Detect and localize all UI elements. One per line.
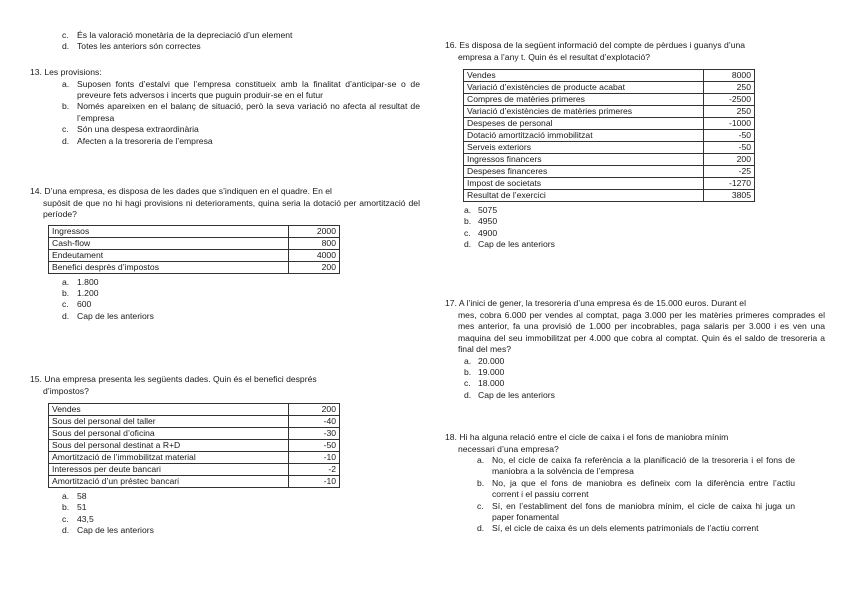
option-b: b. Només apareixen en el balanç de situació, però la seva variació no afecta al resultat de l’empresa — [62, 101, 420, 123]
option-d: d. Cap de les anteriors — [62, 310, 154, 321]
table-row: Despeses financeres -25 — [464, 166, 755, 178]
question-13-stem: 13. Les provisions: — [30, 67, 102, 77]
option-a: a. 20.000 — [464, 355, 505, 366]
table-row: Variació d’existències de matèries primeres 250 — [464, 106, 755, 118]
option-c: c. 4900 — [464, 227, 498, 238]
option-a: a. Suposen fonts d’estalvi que l’empresa constitueix amb la finalitat d’anticipar-se o de preveure fets adversos i incerts que puguin produir-se en el futur — [62, 78, 420, 100]
table-row: Ingressos financers 200 — [464, 154, 755, 166]
table-row: Vendes 8000 — [464, 70, 755, 82]
question-15 — [30, 374, 420, 537]
option-c: c. 18.000 — [464, 378, 505, 389]
question-16 — [445, 40, 825, 251]
option-d: d. Totes les anteriors són correctes — [62, 41, 201, 52]
question-18 — [445, 432, 825, 535]
question-17 — [445, 298, 825, 401]
table-row: Ingressos 2000 — [49, 225, 340, 237]
option-c: c. 43,5 — [62, 513, 94, 524]
question-15-table — [48, 403, 340, 488]
option-d: d. Cap de les anteriors — [464, 389, 555, 400]
option-a: a. 58 — [62, 491, 87, 501]
table-row: Sous del personal del taller -40 — [49, 416, 340, 428]
option-b: b. 4950 — [464, 216, 498, 227]
option-c: c. Són una despesa extraordinària — [62, 124, 199, 135]
table-row: Despeses de personal -1000 — [464, 118, 755, 130]
table-row: Resultat de l’exercici 3805 — [464, 190, 755, 202]
option-d: d. Cap de les anteriors — [62, 525, 154, 536]
table-row: Vendes 200 — [49, 404, 340, 416]
option-a: a. 5075 — [464, 205, 498, 215]
option-a: a. No, el cicle de caixa fa referència a la planificació de la tresoreria i el fons de maniobra a la solvència de l’empresa — [477, 455, 795, 477]
table-row: Amortització de l’immobilitzat material -10 — [49, 452, 340, 464]
option-c: c. És la valoració monetària de la depreciació d’un element — [62, 30, 293, 40]
table-row: Benefici desprès d’impostos 200 — [49, 261, 340, 273]
question-14 — [30, 186, 420, 322]
option-b: b. 51 — [62, 502, 87, 513]
question-15-stem: 15. Una empresa presenta les següents dades. Quin és el benefici després d’impostos? — [30, 374, 317, 396]
option-b: b. 1.200 — [62, 287, 99, 298]
table-row: Serveis exteriors -50 — [464, 142, 755, 154]
option-b: b. No, ja que el fons de maniobra es defineix com la diferència entre l’actiu corrent i el passiu corrent — [477, 477, 795, 500]
option-b: b. 19.000 — [464, 366, 505, 377]
option-c: c. 600 — [62, 299, 92, 310]
table-row: Endeutament 4000 — [49, 249, 340, 261]
question-16-stem: 16. Es disposa de la següent informació del compte de pèrdues i guanys d’una empresa a l’any t. Quin és el resultat d’explotació? — [445, 40, 746, 62]
table-row: Sous del personal d’oficina -30 — [49, 428, 340, 440]
question-12-continuation — [30, 30, 420, 53]
table-row: Amortització d’un préstec bancari -10 — [49, 476, 340, 488]
option-d: d. Cap de les anteriors — [464, 239, 555, 250]
option-d: d. Sí, el cicle de caixa és un dels elements patrimonials de l’actiu corrent — [477, 523, 759, 534]
question-13 — [30, 67, 420, 147]
question-14-table — [48, 225, 340, 274]
option-d: d. Afecten a la tresoreria de l’empresa — [62, 135, 213, 146]
option-c: c. Sí, en l’establiment del fons de maniobra mínim, el cicle de caixa hi juga un paper fonamental — [477, 500, 795, 523]
question-16-table — [463, 69, 755, 202]
question-17-stem: 17. A l’inici de gener, la tresoreria d’una empresa és de 15.000 euros. Durant el mes, cobra 6.000 per vendes al comptat, paga 3.000 per les matèries primeres comprades el mes anterior, fa una provisió de 1.000 per incobrables, paga salaris per 3.000 i es ven una maquina del seu immobilitzat per 4.000 que cobra al comptat. Quin és el saldo de tresoreria a final del mes? — [445, 298, 825, 354]
question-14-stem: 14. D’una empresa, es disposa de les dades que s’indiquen en el quadre. En el supòsit de que no hi hagi provisions ni deterioraments, quina seria la dotació per amortització del període? — [30, 186, 420, 219]
table-row: Dotació amortització immobilitzat -50 — [464, 130, 755, 142]
option-a: a. 1.800 — [62, 276, 99, 287]
table-row: Cash-flow 800 — [49, 237, 340, 249]
table-row: Impost de societats -1270 — [464, 178, 755, 190]
table-row: Variació d’existències de producte acabat 250 — [464, 82, 755, 94]
table-row: Interessos per deute bancari -2 — [49, 464, 340, 476]
table-row: Compres de matèries primeres -2500 — [464, 94, 755, 106]
table-row: Sous del personal destinat a R+D -50 — [49, 440, 340, 452]
question-18-stem: 18. Hi ha alguna relació entre el cicle de caixa i el fons de maniobra mínim necessari d’una empresa? — [445, 432, 729, 454]
